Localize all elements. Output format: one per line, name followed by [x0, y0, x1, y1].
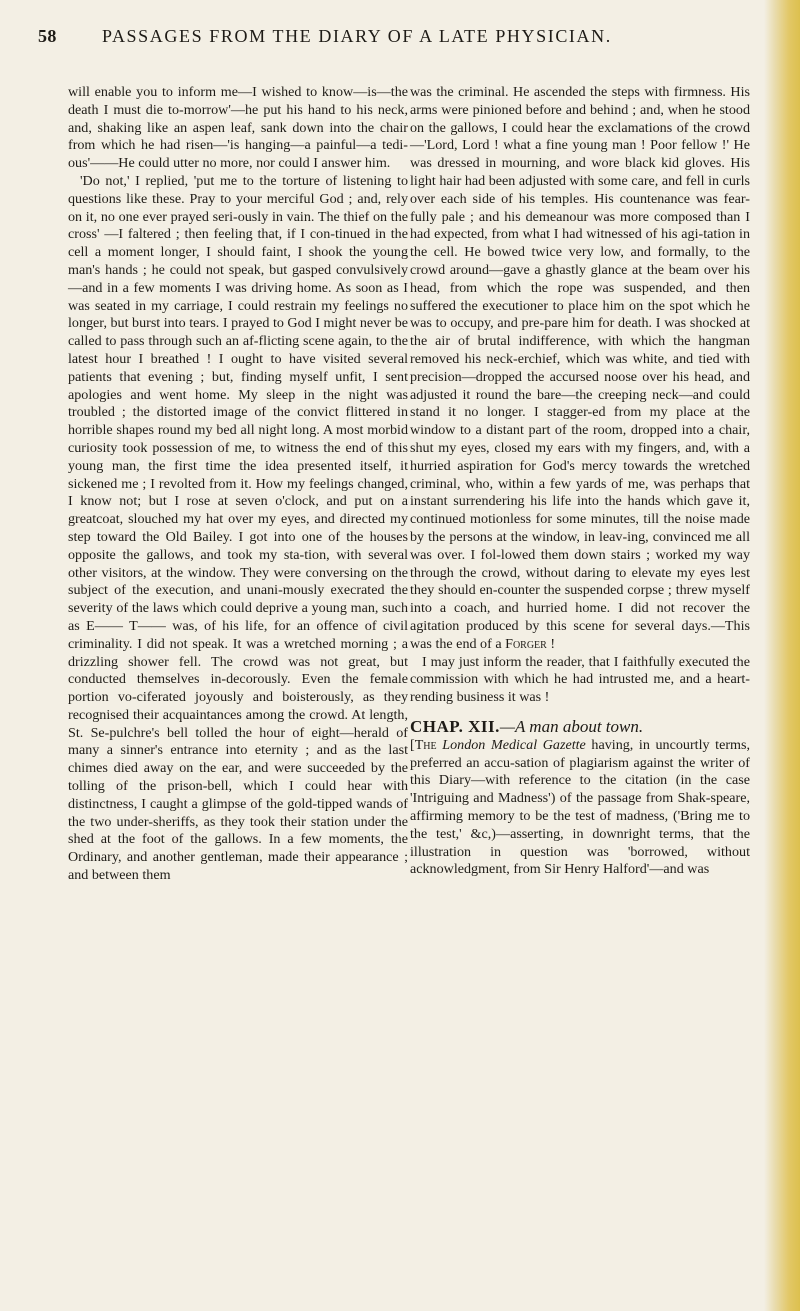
forger-word: Forger !: [505, 635, 556, 652]
page-number: 58: [38, 26, 57, 46]
chapter-number: CHAP. XII.: [410, 716, 500, 736]
paragraph: [410, 84, 750, 654]
bracket-paragraph: [410, 737, 750, 879]
right-column: [410, 84, 750, 879]
paragraph: I may just inform the reader, that I faithfully executed the commission with which he had intrusted me, and a heart-rending business it was !: [410, 653, 750, 706]
paragraph-text: was the criminal. He ascended the steps with firmness. His arms were pinioned before and behind ; and, when he stood on the gallows, I could hear the exclamations of the crowd—'Lord, Lord ! what a fine young man ! Poor fellow !' He was dressed in mourning, and wore black kid gloves. His light hair had been adjusted with some care, and fell in curls over each side of his temples. His countenance was fear-fully pale ; and his demeanour was more composed than I had expected, from what I had witnessed of his agi-tation in the cell. He bowed twice very low, and formally, to the crowd around—gave a ghastly glance at the beam over his head, from which the rope was suspended, and then suffered the executioner to place him on the spot which he was to occupy, and pre-pare him for death. I was shocked at the air of brutal indifference, with which the hangman removed his neck-erchief, which was white, and tied with precision—dropped the accursed noose over his head, and adjusted it round the bare—the creeping neck—and could stand it no longer. I stagger-ed from my place at the window to a distant part of the room, dropped into a chair, shut my eyes, closed my ears with my fingers, and, with a hurried aspiration for God's mercy towards the wretched criminal, who, within a few yards of me, was perhaps that instant surrendering his life into the hands which gave it, continued motionless for some minutes, till the noise made by the persons at the window, in leav-ing, convinced me all was over. I fol-lowed them down stairs ; worked my way through the crowd, without daring to elevate my eyes lest they should en-counter the suspended corpse ; threw myself into a coach, and hurried home. I did not recover the agitation produced by this scene for several days.—This was the end of a: [410, 84, 750, 652]
paragraph-text: having, in uncourtly terms, preferred an accu-sation of plagiarism against the writer of this Diary—with reference to the citation (in the case 'Intriguing and Madness') of the passage from Shak-speare, affirming memory to be the test of madness, ('Bring me to the test,' &c,)—asserting, in downright terms, that the illustration in question was 'borrowed, without acknowledgment, from Sir Henry Halford'—and was: [410, 736, 750, 878]
page-edge-shading: [764, 0, 800, 1311]
bracket-opening: [The: [410, 736, 437, 753]
page-header: [38, 26, 768, 56]
left-column: [68, 84, 408, 885]
chapter-heading: [410, 717, 750, 737]
paragraph: 'Do not,' I replied, 'put me to the torture of listening to questions like these. Pray to your merciful God ; and, rely on it, no one ever prayed seri-ously in vain. The thief on the cross' —I faltered ; then feeling that, if I con-tinued in the cell a moment longer, I should faint, I shook the young man's hands ; he could not speak, but gasped convulsively—and in a few moments I was driving home. As soon as I was seated in my carriage, I could restrain my feelings no longer, but burst into tears. I prayed to God I might never be called to pass through such an af-flicting scene again, to the latest hour I breathed ! I ought to have visited several patients that evening ; but, finding myself unfit, I sent apologies and went home. My sleep in the night was troubled ; the distorted image of the convict flittered in horrible shapes round my bed all night long. A most morbid curiosity took possession of me, to witness the end of this young man, the first time the idea presented itself, it sickened me ; I revolted from it. How my feelings changed, I know not; but I rose at seven o'clock, and put on a greatcoat, slouched my hat over my eyes, and directed my step toward the Old Bailey. I got into one of the houses opposite the gallows, and took my sta-tion, with several other visitors, at the window. They were conversing on the subject of the execution, and unani-mously execrated the severity of the laws which could deprive a young man, such as E—— T—— was, of his life, for an offence of civil criminality. I did not speak. It was a wretched morning ; a drizzling shower fell. The crowd was not great, but conducted themselves in-decorously. Even the female portion vo-ciferated joyously and boisterously, as they recognised their acquaintances among the crowd. At length, St. Se-pulchre's bell tolled the hour of eight—herald of many a sinner's entrance into eternity ; and as the last chimes died away on the ear, and were succeeded by the tolling of the prison-bell, which I could hear with distinctness, I caught a glimpse of the gold-tipped wands of the two under-sheriffs, as they took their station under the shed at the foot of the gallows. In a few moments, the Ordinary, and another gentleman, made their appearance ; and between them: [68, 172, 408, 884]
paragraph: will enable you to inform me—I wished to know—is—the death I must die to-morrow'—he put his hand to his neck, and, shaking like an aspen leaf, sank down into the chair from which he had risen—'is hanging—a painful—a tedi-ous'——He could utter no more, nor could I answer him.: [68, 84, 408, 172]
chapter-title: —A man about town.: [499, 716, 644, 736]
journal-name: London Medical Gazette: [442, 736, 586, 753]
running-head: PASSAGES FROM THE DIARY OF A LATE PHYSICIAN.: [102, 26, 612, 46]
